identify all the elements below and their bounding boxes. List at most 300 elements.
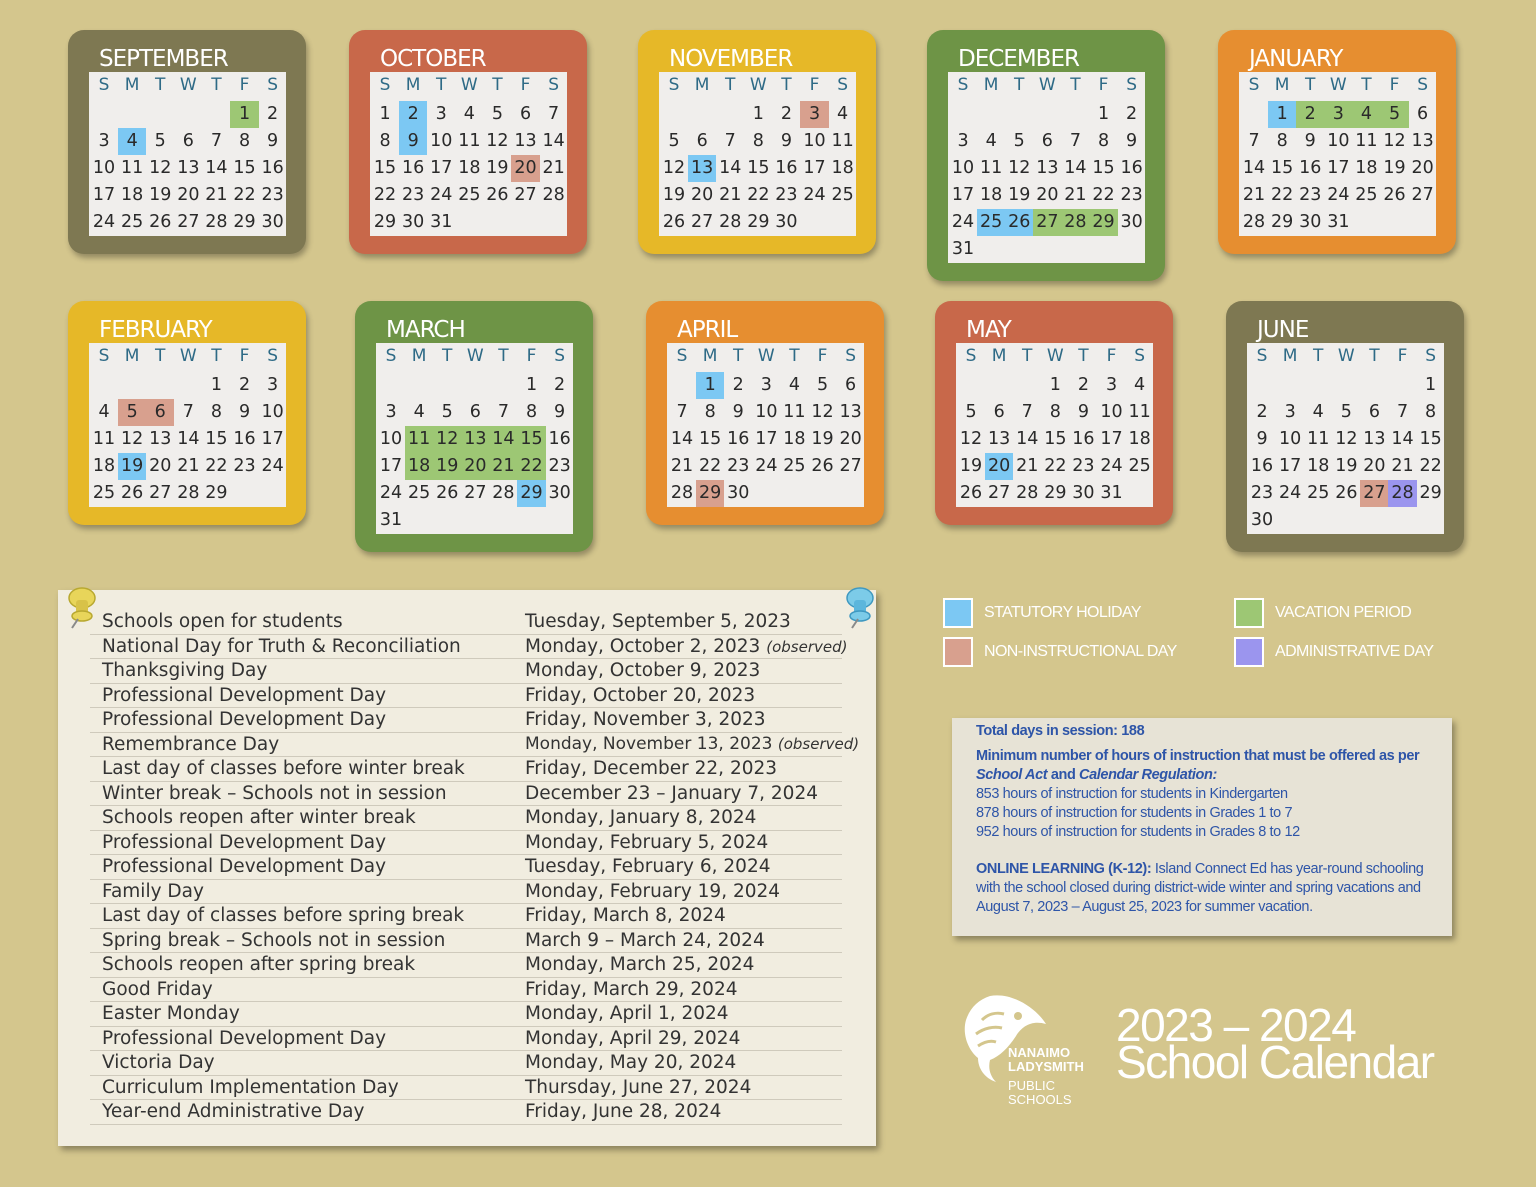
event-date-text: Friday, March 29, 2024 [525, 978, 738, 1000]
day-cell: 29 [233, 212, 256, 232]
day-cell: 3 [1324, 101, 1352, 128]
event-row [90, 757, 842, 782]
empty-day-cell [433, 507, 461, 534]
day-cell: 1 [379, 104, 391, 124]
event-row [90, 978, 842, 1003]
empty-day-cell [837, 480, 865, 507]
day-cell: 9 [1256, 429, 1268, 449]
empty-day-cell [1352, 209, 1380, 236]
day-cell: 18 [831, 158, 854, 178]
day-cell: 25 [121, 212, 144, 232]
event-date [525, 1003, 729, 1024]
day-cell: 22 [1419, 456, 1442, 476]
day-cell: 9 [399, 128, 427, 155]
day-cell: 22 [517, 453, 545, 480]
empty-day-cell [546, 507, 574, 534]
day-cell: 10 [1100, 402, 1123, 422]
day-cell: 23 [1250, 483, 1274, 503]
day-cell: 8 [525, 402, 538, 422]
event-date [525, 905, 726, 926]
day-cell: 25 [1128, 456, 1151, 476]
empty-day-cell [483, 209, 511, 236]
event-row [90, 659, 842, 684]
day-cell: 21 [1242, 185, 1266, 205]
day-cell: 12 [662, 158, 686, 178]
event-row [90, 610, 842, 635]
day-cell: 4 [463, 104, 475, 124]
day-cell: 18 [1307, 456, 1330, 476]
weekday-header: T [211, 75, 222, 95]
legend-swatch-administrative [1234, 637, 1264, 667]
day-cell: 3 [800, 101, 828, 128]
day-cell: 27 [839, 456, 862, 476]
empty-day-cell [455, 209, 483, 236]
district-logo [960, 990, 1090, 1110]
month-title: OCTOBER [380, 46, 486, 72]
day-cell: 14 [719, 158, 742, 178]
day-cell: 13 [988, 429, 1011, 449]
day-cell: 12 [1008, 158, 1031, 178]
weekday-header: T [155, 75, 166, 95]
day-cell: 5 [668, 131, 680, 151]
weekday-header: W [1038, 75, 1056, 95]
empty-day-cell [1061, 236, 1089, 263]
day-cell: 24 [755, 456, 778, 476]
day-cell: 6 [146, 399, 174, 426]
weekday-header: T [725, 75, 736, 95]
day-cell: 22 [699, 456, 722, 476]
day-cell: 28 [670, 483, 694, 503]
day-cell: 30 [402, 212, 425, 232]
month-april [646, 301, 884, 525]
empty-day-cell [957, 372, 985, 399]
day-cell: 10 [803, 131, 826, 151]
day-cell: 16 [548, 429, 571, 449]
day-cell: 30 [548, 483, 571, 503]
day-cell: 15 [1092, 158, 1115, 178]
day-cell: 12 [486, 131, 509, 151]
day-cell: 18 [783, 429, 806, 449]
empty-day-cell [202, 101, 230, 128]
day-cell: 24 [261, 456, 284, 476]
weekday-header: M [124, 346, 140, 366]
day-cell: 30 [1250, 510, 1274, 530]
event-name: Last day of classes before winter break [102, 758, 465, 779]
weekday-header: T [733, 346, 744, 366]
empty-day-cell [668, 372, 696, 399]
empty-day-cell [118, 372, 146, 399]
day-cell: 14 [177, 429, 200, 449]
online-learning-line3: August 7, 2023 – August 25, 2023 for summer vacation. [976, 899, 1313, 915]
day-cell: 12 [959, 429, 983, 449]
legend-swatch-vacation [1234, 598, 1264, 628]
day-cell: 11 [1128, 402, 1151, 422]
empty-day-cell [1240, 101, 1268, 128]
day-cell: 5 [491, 104, 503, 124]
day-cell: 4 [1352, 101, 1380, 128]
day-cell: 15 [1419, 429, 1442, 449]
day-cell: 12 [149, 158, 172, 178]
empty-day-cell [808, 480, 836, 507]
empty-day-cell [1013, 372, 1041, 399]
day-cell: 1 [1425, 375, 1437, 395]
day-cell: 1 [1268, 101, 1296, 128]
title-subtitle: School Calendar [1116, 1036, 1434, 1088]
day-cell: 14 [670, 429, 694, 449]
day-cell: 26 [1335, 483, 1358, 503]
empty-day-cell [511, 209, 539, 236]
day-cell: 23 [775, 185, 798, 205]
logo-line-schools: SCHOOLS [1008, 1092, 1072, 1107]
day-cell: 25 [408, 483, 431, 503]
day-cell: 21 [1391, 456, 1414, 476]
day-cell: 19 [149, 185, 172, 205]
month-grid [89, 72, 286, 236]
day-cell: 20 [839, 429, 862, 449]
day-cell: 13 [1036, 158, 1059, 178]
day-cell: 14 [1391, 429, 1414, 449]
day-cell: 13 [177, 158, 200, 178]
day-cell: 27 [691, 212, 714, 232]
empty-day-cell [1276, 372, 1304, 399]
day-cell: 16 [233, 429, 256, 449]
day-cell: 26 [1005, 209, 1033, 236]
empty-day-cell [90, 372, 118, 399]
empty-day-cell [405, 507, 433, 534]
day-cell: 10 [430, 131, 453, 151]
weekday-header: T [211, 346, 222, 366]
day-cell: 4 [118, 128, 146, 155]
day-cell: 31 [430, 212, 453, 232]
day-cell: 20 [985, 453, 1013, 480]
day-cell: 28 [205, 212, 228, 232]
day-cell: 12 [433, 426, 461, 453]
day-cell: 18 [121, 185, 144, 205]
day-cell: 10 [755, 402, 778, 422]
empty-day-cell [800, 209, 828, 236]
day-cell: 1 [1049, 375, 1061, 395]
day-cell: 2 [1296, 101, 1324, 128]
day-cell: 4 [837, 104, 849, 124]
hours-kindergarten: 853 hours of instruction for students in Kindergarten [976, 786, 1288, 802]
day-cell: 27 [1360, 480, 1388, 507]
day-cell: 7 [676, 402, 688, 422]
day-cell: 24 [951, 212, 975, 232]
weekday-header: W [1329, 75, 1347, 95]
month-grid [667, 343, 864, 507]
month-january [1218, 30, 1456, 254]
event-row [90, 806, 842, 831]
day-cell: 19 [118, 453, 146, 480]
event-date [525, 611, 791, 632]
day-cell: 22 [1092, 185, 1115, 205]
day-cell: 16 [261, 158, 284, 178]
event-name: Professional Development Day [102, 831, 387, 853]
min-hours-heading: Minimum number of hours of instruction that must be offered as per [976, 748, 1420, 764]
event-row [90, 831, 842, 856]
empty-day-cell [174, 101, 202, 128]
day-cell: 22 [747, 185, 770, 205]
day-cell: 16 [1120, 158, 1143, 178]
empty-day-cell [660, 101, 688, 128]
empty-day-cell [752, 480, 780, 507]
empty-day-cell [1005, 101, 1033, 128]
day-cell: 6 [1368, 402, 1380, 422]
day-cell: 5 [118, 399, 146, 426]
event-date-text: Monday, April 1, 2024 [525, 1003, 729, 1024]
month-grid [370, 72, 567, 236]
day-cell: 26 [1383, 185, 1406, 205]
day-cell: 2 [1256, 402, 1268, 422]
day-cell: 5 [816, 375, 829, 395]
day-cell: 27 [514, 185, 537, 205]
weekday-header: M [983, 75, 999, 95]
day-cell: 8 [1097, 131, 1110, 151]
weekday-header: M [124, 75, 140, 95]
month-grid [948, 72, 1145, 263]
day-cell: 13 [688, 155, 716, 182]
day-cell: 3 [435, 104, 447, 124]
day-cell: 4 [1134, 375, 1146, 395]
hours-grades-8-12: 952 hours of instruction for students in Grades 8 to 12 [976, 824, 1300, 840]
event-row [90, 953, 842, 978]
event-date-text: Monday, October 2, 2023 [525, 635, 761, 657]
day-cell: 17 [430, 158, 453, 178]
weekday-header: T [1014, 75, 1025, 95]
weekday-header: F [239, 75, 250, 95]
event-note: (observed) [777, 734, 860, 753]
empty-day-cell [230, 480, 258, 507]
day-cell: 30 [775, 212, 798, 232]
day-cell: 14 [1064, 158, 1087, 178]
event-date-text: Friday, June 28, 2024 [525, 1101, 722, 1122]
min-hours-regulation: School Act and Calendar Regulation: [976, 767, 1217, 783]
weekday-header: S [554, 346, 565, 366]
day-cell: 26 [436, 483, 459, 503]
event-date-text: Monday, May 20, 2024 [525, 1052, 737, 1073]
month-grid [956, 343, 1153, 507]
empty-day-cell [1033, 236, 1061, 263]
empty-day-cell [433, 372, 461, 399]
event-date [525, 1101, 721, 1122]
empty-day-cell [829, 209, 857, 236]
empty-day-cell [1033, 101, 1061, 128]
month-title: MAY [966, 317, 1011, 343]
day-cell: 8 [1276, 131, 1288, 151]
day-cell: 14 [205, 158, 228, 178]
day-cell: 21 [489, 453, 517, 480]
empty-day-cell [1118, 236, 1146, 263]
event-row [90, 733, 860, 758]
day-cell: 28 [177, 483, 200, 503]
day-cell: 23 [548, 456, 571, 476]
day-cell: 3 [1284, 402, 1296, 422]
day-cell: 29 [517, 480, 545, 507]
day-cell: 17 [261, 429, 284, 449]
weekday-header: S [267, 75, 278, 95]
event-date [525, 1077, 751, 1098]
day-cell: 11 [783, 402, 806, 422]
day-cell: 12 [811, 402, 834, 422]
weekday-header: T [442, 346, 453, 366]
day-cell: 17 [1279, 456, 1302, 476]
event-date-text: Friday, November 3, 2023 [525, 709, 766, 730]
event-date-text: Monday, October 9, 2023 [525, 660, 761, 681]
day-cell: 23 [1120, 185, 1143, 205]
month-grid [89, 343, 286, 507]
weekday-header: T [498, 346, 509, 366]
day-cell: 18 [1128, 429, 1151, 449]
day-cell: 27 [149, 483, 172, 503]
weekday-header: S [1126, 75, 1137, 95]
day-cell: 29 [696, 480, 724, 507]
event-row [90, 782, 842, 807]
weekday-header: W [179, 346, 197, 366]
day-cell: 23 [1299, 185, 1322, 205]
empty-day-cell [146, 372, 174, 399]
day-cell: 7 [1248, 131, 1260, 151]
month-title: NOVEMBER [669, 46, 793, 72]
event-name: Victoria Day [102, 1052, 215, 1073]
empty-day-cell [489, 507, 517, 534]
weekday-header: S [98, 346, 110, 366]
day-cell: 29 [1044, 483, 1067, 503]
event-date-text: Tuesday, September 5, 2023 [525, 611, 791, 632]
day-cell: 13 [514, 131, 537, 151]
day-cell: 31 [1100, 483, 1123, 503]
day-cell: 9 [780, 131, 792, 151]
day-cell: 19 [811, 429, 834, 449]
weekday-header: S [965, 346, 977, 366]
empty-day-cell [716, 101, 744, 128]
empty-day-cell [259, 480, 287, 507]
day-cell: 7 [548, 104, 560, 124]
weekday-header: T [1361, 75, 1372, 95]
day-cell: 25 [92, 483, 116, 503]
event-name: Last day of classes before spring break [102, 905, 465, 926]
blue-pushpin-icon [836, 586, 880, 630]
empty-day-cell [1089, 236, 1117, 263]
weekday-header: W [749, 75, 767, 95]
day-cell: 4 [788, 375, 800, 395]
empty-day-cell [1061, 101, 1089, 128]
event-date-text: Tuesday, February 6, 2024 [525, 856, 771, 877]
day-cell: 23 [727, 456, 750, 476]
day-cell: 14 [489, 426, 517, 453]
day-cell: 29 [747, 212, 770, 232]
day-cell: 1 [525, 375, 538, 395]
day-cell: 15 [373, 158, 397, 178]
weekday-header: M [991, 346, 1007, 366]
day-cell: 30 [1072, 483, 1095, 503]
month-october [349, 30, 587, 254]
day-cell: 3 [98, 131, 110, 151]
day-cell: 13 [461, 426, 489, 453]
weekday-header: F [1389, 75, 1400, 95]
day-cell: 1 [230, 101, 258, 128]
day-cell: 6 [993, 402, 1005, 422]
event-date-text: Monday, April 29, 2024 [525, 1027, 741, 1049]
day-cell: 23 [261, 185, 284, 205]
event-date-text: Thursday, June 27, 2024 [525, 1076, 752, 1098]
day-cell: 14 [1016, 429, 1039, 449]
day-cell: 3 [957, 131, 969, 151]
day-cell: 31 [1327, 212, 1350, 232]
event-name: Family Day [102, 880, 204, 902]
event-row [90, 904, 842, 929]
weekday-header: S [98, 75, 110, 95]
day-cell: 22 [373, 185, 397, 205]
month-september [68, 30, 306, 254]
month-december [927, 30, 1165, 281]
event-date-text: Monday, January 8, 2024 [525, 807, 757, 828]
weekday-header: F [809, 75, 820, 95]
event-name: Professional Development Day [102, 709, 387, 730]
weekday-header: S [267, 346, 278, 366]
event-name: Professional Development Day [102, 856, 387, 877]
empty-day-cell [1417, 507, 1445, 534]
day-cell: 4 [413, 402, 425, 422]
online-learning-line2: with the school closed during district-wide winter and spring vacations and [976, 880, 1421, 896]
empty-day-cell [1248, 372, 1276, 399]
day-cell: 8 [1425, 402, 1437, 422]
event-row [90, 635, 848, 660]
day-cell: 19 [959, 456, 983, 476]
weekday-header: T [1313, 346, 1324, 366]
day-cell: 10 [1279, 429, 1302, 449]
event-name: Year-end Administrative Day [102, 1101, 365, 1122]
legend-swatch-non-instructional [943, 637, 973, 667]
event-date-text: December 23 – January 7, 2024 [525, 782, 818, 804]
event-row [90, 855, 842, 880]
event-date [525, 709, 766, 730]
event-row [90, 880, 842, 905]
day-cell: 29 [1089, 209, 1117, 236]
event-row [90, 1100, 842, 1125]
day-cell: 7 [210, 131, 222, 151]
weekday-header: M [702, 346, 718, 366]
day-cell: 11 [1355, 131, 1378, 151]
day-cell: 2 [780, 104, 792, 124]
day-cell: 10 [951, 158, 975, 178]
day-cell: 6 [469, 402, 481, 422]
weekday-header: M [411, 346, 427, 366]
info-panel [952, 718, 1452, 936]
day-cell: 17 [379, 456, 403, 476]
weekday-header: F [526, 346, 537, 366]
day-cell: 16 [1299, 158, 1322, 178]
event-date [525, 660, 760, 681]
empty-day-cell [1276, 507, 1304, 534]
event-date-text: March 9 – March 24, 2024 [525, 929, 765, 951]
day-cell: 19 [1383, 158, 1406, 178]
month-title: JANUARY [1249, 46, 1343, 72]
empty-day-cell [985, 372, 1013, 399]
month-title: JUNE [1257, 317, 1309, 343]
day-cell: 20 [177, 185, 200, 205]
day-cell: 7 [182, 402, 194, 422]
month-title: APRIL [677, 317, 738, 343]
empty-day-cell [1126, 480, 1154, 507]
weekday-header: F [1397, 346, 1408, 366]
day-cell: 26 [811, 456, 834, 476]
day-cell: 9 [1304, 131, 1316, 151]
day-cell: 30 [1299, 212, 1322, 232]
events-panel [58, 590, 876, 1146]
event-row [90, 1002, 842, 1027]
day-cell: 21 [670, 456, 694, 476]
day-cell: 2 [399, 101, 427, 128]
